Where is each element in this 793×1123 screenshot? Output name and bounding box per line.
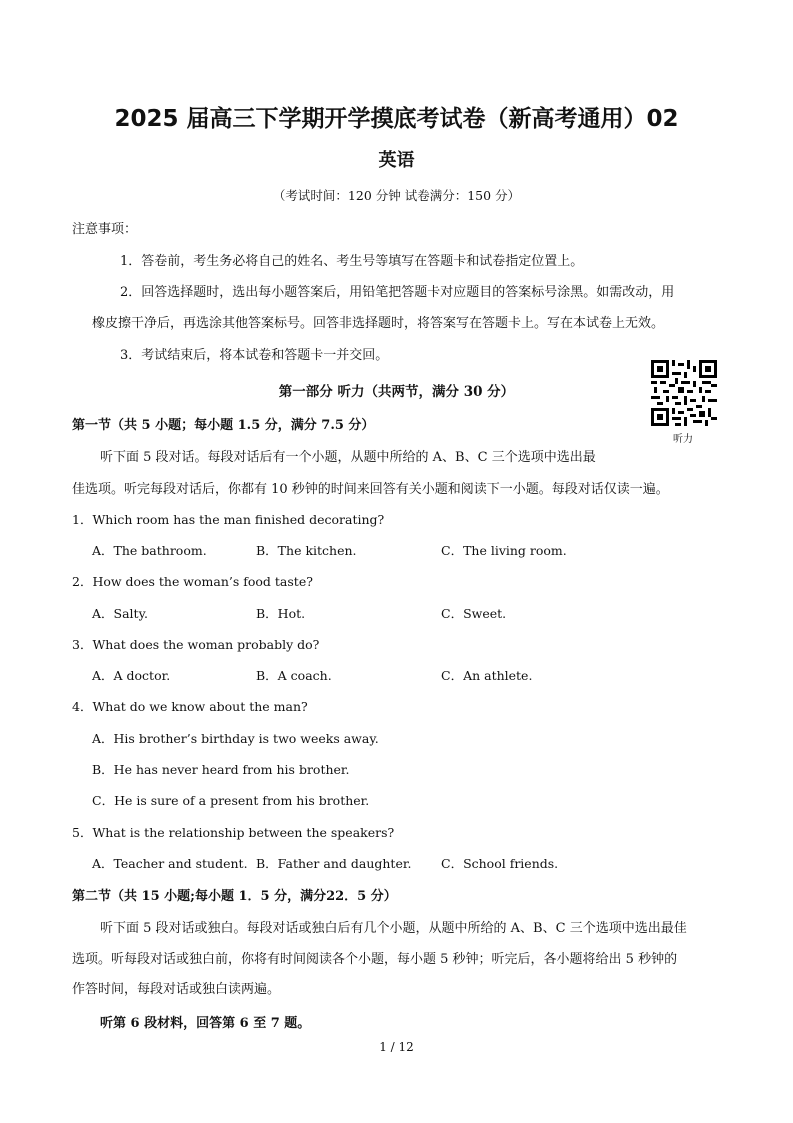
question-4-option-a: A．His brother’s birthday is two weeks away. (92, 731, 379, 746)
subject-title: 英语 (378, 150, 415, 171)
page-number: 1 / 12 (379, 1040, 414, 1054)
question-2-stem: 2．How does the woman’s food taste? (72, 574, 313, 589)
question-1-stem: 1．Which room has the man finished decorating? (72, 512, 385, 527)
section2-heading: 第二节（共 15 小题;每小题 1．5 分，满分22．5 分） (72, 889, 397, 904)
question-2-option-a: A．Salty. (92, 606, 148, 621)
question-5-option-b: B．Father and daughter. (256, 856, 412, 871)
qr-code-icon (651, 360, 717, 426)
question-3-option-b: B．A coach. (256, 668, 332, 683)
part1-heading: 第一部分 听力（共两节，满分 30 分） (278, 384, 515, 400)
question-3-option-c: C．An athlete. (441, 668, 533, 683)
section2-instruction-line-2: 选项。听每段对话或独白前，你将有时间阅读各个小题，每小题 5 秒钟；听完后，各小题将给出 5 秒钟的 (72, 952, 678, 967)
section1-instruction-line-2: 佳选项。听完每段对话后，你都有 10 秒钟的时间来回答有关小题和阅读下一小题。每段对话仅读一遍。 (72, 482, 669, 497)
question-2-option-b: B．Hot. (256, 606, 306, 621)
notice-item-2-line-1: 2．回答选择题时，选出每小题答案后，用铅笔把答题卡对应题目的答案标号涂黑。如需改动，用 (120, 285, 675, 300)
qr-code (651, 360, 717, 426)
question-1-option-b: B．The kitchen. (256, 543, 357, 558)
question-3-stem: 3．What does the woman probably do? (72, 637, 320, 652)
question-4-stem: 4．What do we know about the man? (72, 699, 308, 714)
question-1-option-a: A．The bathroom. (92, 543, 207, 558)
question-5-stem: 5．What is the relationship between the speakers? (72, 825, 395, 840)
section1-heading: 第一节（共 5 小题；每小题 1.5 分，满分 7.5 分） (72, 418, 375, 433)
material-6-heading: 听第 6 段材料，回答第 6 至 7 题。 (100, 1016, 311, 1031)
question-5-option-a: A．Teacher and student. (92, 856, 248, 871)
exam-info: （考试时间：120 分钟 试卷满分：150 分） (272, 188, 521, 203)
notice-item-2-line-2: 橡皮擦干净后，再选涂其他答案标号。回答非选择题时，将答案写在答题卡上。写在本试卷上无效。 (92, 316, 665, 331)
question-5-option-c: C．School friends. (441, 856, 559, 871)
notice-item-3: 3．考试结束后，将本试卷和答题卡一并交回。 (120, 348, 389, 363)
notice-heading: 注意事项： (72, 222, 138, 237)
qr-label: 听力 (673, 434, 693, 445)
question-1-option-c: C．The living room. (441, 543, 567, 558)
question-2-option-c: C．Sweet. (441, 606, 507, 621)
exam-title: 2025 届高三下学期开学摸底考试卷（新高考通用）02 (114, 106, 679, 132)
section1-instruction-line-1: 听下面 5 段对话。每段对话后有一个小题，从题中所给的 A、B、C 三个选项中选出最 (100, 450, 596, 465)
notice-item-1: 1．答卷前，考生务必将自己的姓名、考生号等填写在答题卡和试卷指定位置上。 (120, 254, 584, 269)
question-3-option-a: A．A doctor. (92, 668, 171, 683)
section2-instruction-line-3: 作答时间，每段对话或独白读两遍。 (72, 982, 281, 997)
question-4-option-b: B．He has never heard from his brother. (92, 762, 350, 777)
section2-instruction-line-1: 听下面 5 段对话或独白。每段对话或独白后有几个小题，从题中所给的 A、B、C 三个选项中选出最佳 (100, 921, 687, 936)
question-4-option-c: C．He is sure of a present from his brother. (92, 793, 370, 808)
